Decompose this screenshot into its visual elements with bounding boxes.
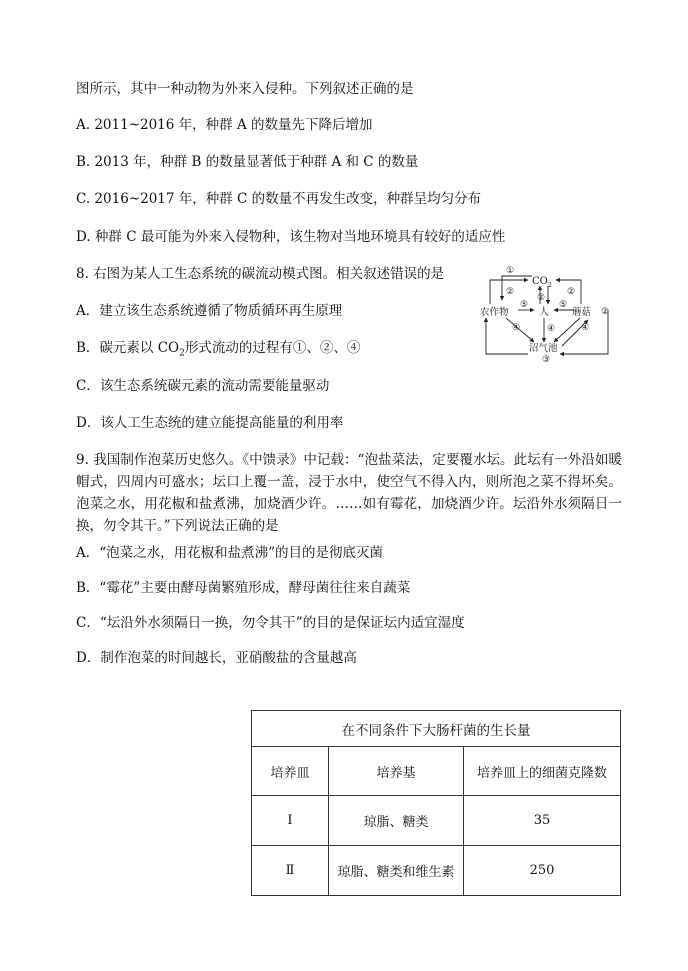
carbon-flow-diagram	[476, 262, 616, 362]
q8-option-c: C．该生态系统碳元素的流动需要能量驱动	[76, 378, 330, 394]
diagram-biogas: 沼气池	[529, 343, 558, 354]
diagram-label-1: ①	[506, 266, 515, 276]
diagram-crops: 农作物	[480, 307, 509, 318]
q9-option-a: A．“泡菜之水，用花椒和盐煮沸”的目的是彻底灭菌	[76, 545, 384, 561]
q8-option-d: D．该人工生态统的建立能提高能量的利用率	[76, 415, 344, 431]
diagram-label-2: ②	[506, 287, 515, 297]
table-cell: Ⅱ	[252, 846, 329, 896]
q7-stem-tail: 图所示，其中一种动物为外来入侵种。下列叙述正确的是	[76, 81, 414, 97]
q7-option-c: C. 2016~2017 年，种群 C 的数量不再发生改变，种群呈均匀分布	[76, 191, 482, 207]
diagram-label-2c: ②	[567, 287, 576, 297]
q8-option-a: A．建立该生态系统遵循了物质循环再生原理	[76, 303, 343, 319]
diagram-label-2b: ②	[537, 293, 546, 303]
diagram-label-5: ⑤	[520, 300, 529, 310]
table-header: 培养皿上的细菌克隆数	[464, 747, 621, 796]
q9-option-b: B．“霉花”主要由酵母菌繁殖形成，酵母菌往往来自蔬菜	[76, 580, 411, 596]
q9-option-c: C．“坛沿外水须隔日一换，勿令其干”的目的是保证坛内适宜湿度	[76, 615, 465, 631]
table-cell: 35	[464, 796, 621, 846]
table-row	[252, 846, 621, 896]
diagram-human: 人	[539, 307, 549, 318]
diagram-fungus: 蘑菇	[572, 307, 592, 318]
q7-option-b: B. 2013 年，种群 B 的数量显著低于种群 A 和 C 的数量	[76, 154, 419, 170]
diagram-label-4b: ④	[547, 324, 556, 334]
q9-option-d: D．制作泡菜的时间越长，亚硝酸盐的含量越高	[76, 650, 357, 666]
table-cell: 琼脂、糖类和维生素	[329, 846, 464, 896]
diagram-label-4c: ④	[581, 323, 590, 333]
diagram-label-3: ③	[542, 355, 551, 362]
table-caption: 在不同条件下大肠杆菌的生长量	[252, 711, 621, 747]
table-header: 培养皿	[252, 747, 329, 796]
ecoli-growth-table	[251, 710, 621, 896]
diagram-label-5b: ⑤	[559, 300, 568, 310]
q8-option-b: B．碳元素以 $CO_2$形式流动的过程有①、②、④	[76, 340, 361, 359]
q9-stem: 9. 我国制作泡菜历史悠久。《中馈录》中记载：“泡盐菜法，定要覆水坛。此坛有一外沿如暖帽式，四周内可盛水；坛口上覆一盖，浸于水中，使空气不得入内，则所泡之菜不得坏矣。泡菜之水，用花椒和盐煮沸，加烧酒少许。……如有霉花，加烧酒少许。坛沿外水须隔日一换，勿令其干。”下列说法正确的是	[76, 452, 622, 534]
diagram-label-4: ④	[512, 323, 521, 333]
table-header: 培养基	[329, 747, 464, 796]
table-row	[252, 796, 621, 846]
q7-option-a: A. 2011~2016 年，种群 A 的数量先下降后增加	[76, 117, 373, 133]
table-cell: Ⅰ	[252, 796, 329, 846]
diagram-label-2d: ②	[601, 307, 610, 317]
q8-stem: 8. 右图为某人工生态系统的碳流动模式图。相关叙述错误的是	[76, 266, 445, 282]
diagram-co2: $CO_2$	[532, 276, 552, 289]
q7-option-d: D. 种群 C 最可能为外来入侵物种，该生物对当地环境具有较好的适应性	[76, 229, 506, 245]
table-cell: 琼脂、糖类	[329, 796, 464, 846]
table-cell: 250	[464, 846, 621, 896]
